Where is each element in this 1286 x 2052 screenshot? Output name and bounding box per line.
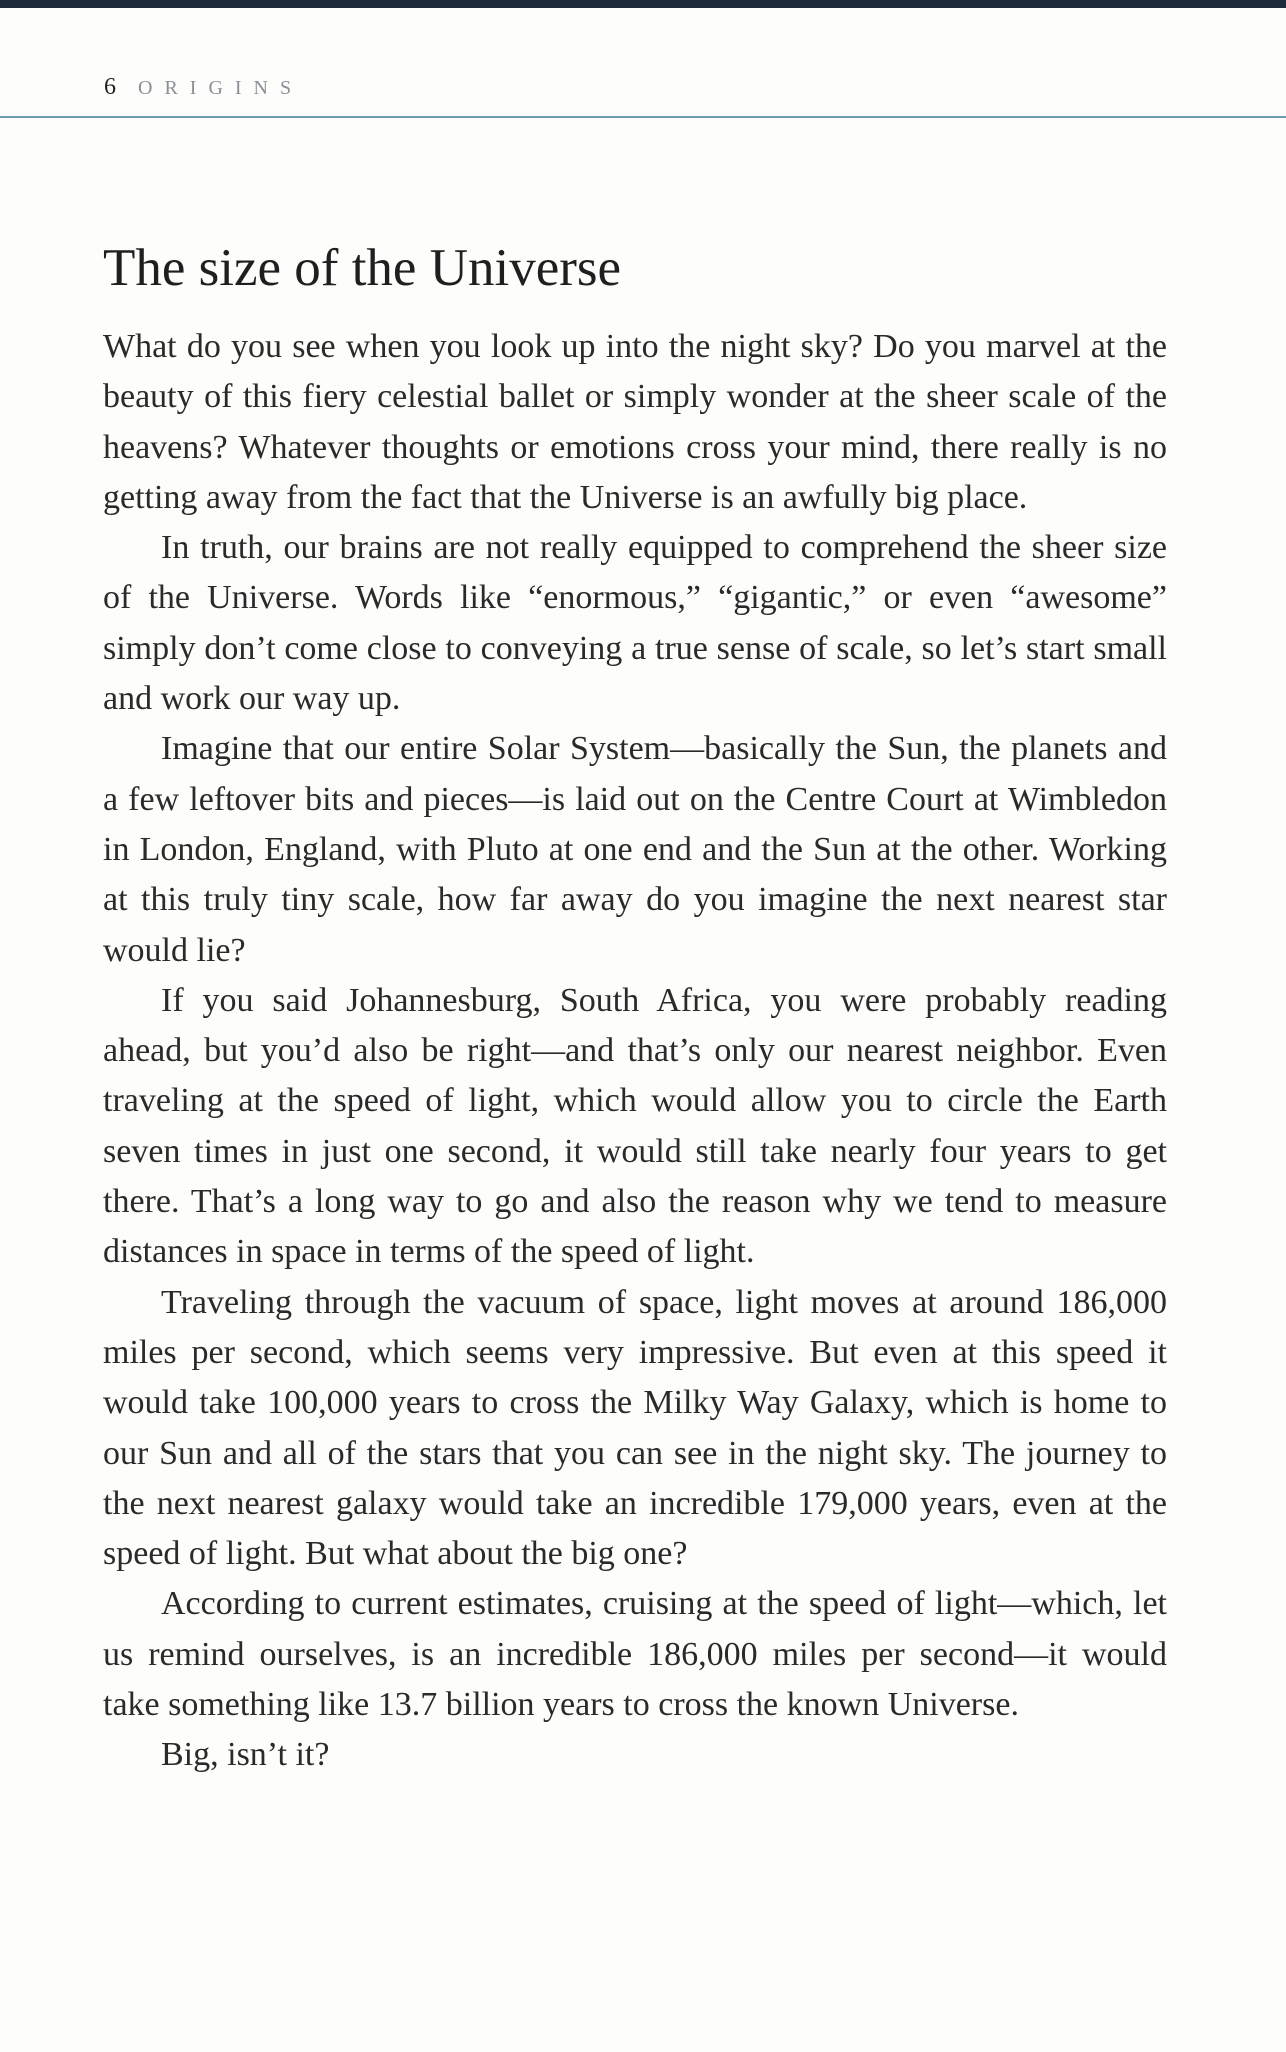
body-text — [103, 322, 1167, 1781]
running-head — [104, 74, 303, 101]
running-head-section: ORIGINS — [138, 77, 304, 99]
paragraph-2: In truth, our brains are not really equipped to comprehend the sheer size of the Universe. Words like “enormous,” “gigantic,” or even “awesome” simply don’t come close to conveying a true sense of scale, so let’s start small and work our way up. — [103, 529, 1167, 718]
paragraph-7: Big, isn’t it? — [161, 1736, 330, 1774]
page-top-edge — [0, 0, 1286, 8]
paragraph-1: What do you see when you look up into the night sky? Do you marvel at the beauty of this fiery celestial ballet or simply wonder at the sheer scale of the heavens? Whatever thoughts or emotions cross your mind, there really is no getting away from the fact that the Universe is an awfully big place. — [103, 328, 1167, 516]
paragraph-6: According to current estimates, cruising at the speed of light—which, let us remind ourselves, is an incredible 186,000 miles per second—it would take something like 13.7 billion years to cross the known Universe. — [103, 1585, 1167, 1724]
header-divider — [0, 116, 1286, 118]
section-heading: The size of the Universe — [103, 239, 622, 297]
paragraph-4: If you said Johannesburg, South Africa, you were probably reading ahead, but you’d also be right—and that’s only our nearest neighbor. Even traveling at the speed of light, which would allow you to circle the Earth seven times in just one second, it would still take nearly four years to get there. That’s a long way to go and also the reason why we tend to measure distances in space in terms of the speed of light. — [103, 981, 1167, 1271]
page-number: 6 — [104, 74, 117, 100]
paragraph-5: Traveling through the vacuum of space, light moves at around 186,000 miles per second, which seems very impressive. But even at this speed it would take 100,000 years to cross the Milky Way Galaxy, which is home to our Sun and all of the stars that you can see in the night sky. The journey to the next nearest galaxy would take an incredible 179,000 years, even at the speed of light. But what about the big one? — [103, 1283, 1167, 1573]
paragraph-3: Imagine that our entire Solar System—basically the Sun, the planets and a few leftover bits and pieces—is laid out on the Centre Court at Wimbledon in London, England, with Pluto at one end and the Sun at the other. Working at this truly tiny scale, how far away do you imagine the next nearest star would lie? — [103, 730, 1167, 969]
